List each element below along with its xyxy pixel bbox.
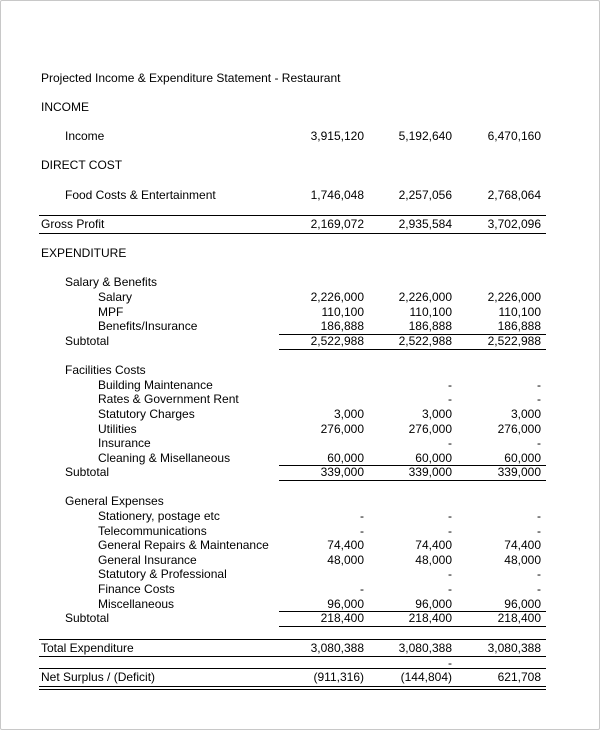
repairs-row: [0, 538, 600, 553]
net-surplus-top-rule: [39, 668, 546, 669]
value-year-1: -: [360, 524, 364, 538]
value-year-2: 3,000: [421, 407, 452, 421]
value-year-2: 96,000: [415, 597, 452, 611]
direct-cost-heading-row: [0, 158, 600, 173]
gross-profit-top-rule: [39, 215, 546, 216]
row-label: General Repairs & Maintenance: [98, 538, 269, 552]
row-label: Building Maintenance: [98, 378, 213, 392]
value-year-3: 621,708: [497, 670, 541, 684]
value-year-2: 339,000: [408, 465, 452, 479]
facilities-subtotal-row: [0, 465, 600, 480]
row-label: Finance Costs: [98, 582, 175, 596]
value-year-2: 186,888: [408, 319, 452, 333]
general-subtotal-bottom-rule: [279, 626, 546, 627]
value-year-3: 3,080,388: [487, 641, 541, 655]
value-year-1: 218,400: [320, 611, 364, 625]
row-label: Statutory Charges: [98, 407, 195, 421]
value-year-1: 96,000: [327, 597, 364, 611]
value-year-2: 218,400: [408, 611, 452, 625]
general-heading-row: [0, 494, 600, 509]
group-heading: General Expenses: [65, 494, 164, 508]
mpf-row: [0, 305, 600, 320]
value-year-1: 186,888: [320, 319, 364, 333]
value-year-2: 2,522,988: [398, 334, 452, 348]
value-year-3: 96,000: [504, 597, 541, 611]
insurance-row: [0, 436, 600, 451]
value-year-2: 3,080,388: [398, 641, 452, 655]
row-label: Net Surplus / (Deficit): [41, 670, 156, 684]
salary-row: [0, 290, 600, 305]
finance-costs-row: [0, 582, 600, 597]
value-year-1: 3,915,120: [310, 129, 364, 143]
food-costs-row: [0, 188, 600, 203]
value-year-3: -: [537, 378, 541, 392]
value-year-3: 2,522,988: [487, 334, 541, 348]
value-year-2: -: [448, 567, 452, 581]
row-label: Food Costs & Entertainment: [65, 188, 216, 202]
value-year-1: 74,400: [327, 538, 364, 552]
value-year-2: 2,257,056: [398, 188, 452, 202]
value-year-1: 2,226,000: [310, 290, 364, 304]
building-maintenance-row: [0, 378, 600, 393]
value-year-3: -: [537, 582, 541, 596]
statement-title: Projected Income & Expenditure Statement - Restaurant: [41, 71, 341, 85]
row-label: Income: [65, 129, 105, 143]
value-year-2: -: [448, 378, 452, 392]
value-year-3: 110,100: [498, 305, 541, 319]
value-year-3: -: [537, 392, 541, 406]
income-heading-row: [0, 100, 600, 115]
row-label: Subtotal: [65, 465, 110, 479]
row-label: Utilities: [98, 422, 137, 436]
salary-subtotal-bottom-rule: [279, 349, 546, 350]
value-year-2: 2,226,000: [398, 290, 452, 304]
total-expenditure-row: [0, 641, 600, 656]
row-label: Subtotal: [65, 334, 110, 348]
row-label: Cleaning & Misellaneous: [98, 451, 231, 465]
value-year-1: 1,746,048: [310, 188, 364, 202]
value-year-2: 5,192,640: [398, 129, 452, 143]
net-surplus-double-rule: [39, 686, 546, 690]
value-year-2: 60,000: [415, 451, 452, 465]
row-label: Salary: [98, 290, 133, 304]
value-year-1: -: [360, 582, 364, 596]
value-year-1: 276,000: [320, 422, 364, 436]
value-year-2: -: [448, 656, 452, 670]
value-year-3: 74,400: [504, 538, 541, 552]
row-label: MPF: [98, 305, 124, 319]
benefits-row: [0, 319, 600, 334]
value-year-1: 2,522,988: [310, 334, 364, 348]
row-label: Gross Profit: [41, 217, 105, 231]
value-year-1: 3,000: [333, 407, 364, 421]
section-heading: EXPENDITURE: [41, 246, 127, 260]
value-year-3: -: [537, 524, 541, 538]
value-year-2: (144,804): [400, 670, 452, 684]
value-year-2: -: [448, 509, 452, 523]
value-year-3: 218,400: [497, 611, 541, 625]
cleaning-row: [0, 451, 600, 466]
miscellaneous-row: [0, 597, 600, 612]
value-year-3: -: [537, 509, 541, 523]
statutory-professional-row: [0, 567, 600, 582]
row-label: Rates & Government Rent: [98, 392, 239, 406]
row-label: Telecommunications: [98, 524, 207, 538]
statutory-charges-row: [0, 407, 600, 422]
value-year-3: 186,888: [497, 319, 541, 333]
value-year-3: 48,000: [504, 553, 541, 567]
value-year-3: 2,768,064: [487, 188, 541, 202]
value-year-3: -: [537, 436, 541, 450]
value-year-3: 3,702,096: [487, 217, 541, 231]
value-year-2: 2,935,584: [398, 217, 452, 231]
value-year-3: 60,000: [504, 451, 541, 465]
value-year-1: 110,100: [321, 305, 364, 319]
value-year-2: -: [448, 524, 452, 538]
row-label: Subtotal: [65, 611, 110, 625]
row-label: Miscellaneous: [98, 597, 175, 611]
row-label: Stationery, postage etc: [98, 509, 220, 523]
group-heading: Salary & Benefits: [65, 275, 158, 289]
gross-profit-bottom-rule: [39, 233, 546, 234]
net-surplus-row: [0, 670, 600, 685]
row-label: General Insurance: [98, 553, 197, 567]
value-year-2: 276,000: [408, 422, 452, 436]
value-year-3: -: [537, 567, 541, 581]
value-year-2: 48,000: [415, 553, 452, 567]
value-year-2: 74,400: [415, 538, 452, 552]
value-year-3: 276,000: [497, 422, 541, 436]
income-row: [0, 129, 600, 144]
group-heading: Facilities Costs: [65, 363, 146, 377]
value-year-1: 48,000: [327, 553, 364, 567]
utilities-row: [0, 422, 600, 437]
salary-heading-row: [0, 275, 600, 290]
facilities-heading-row: [0, 363, 600, 378]
value-year-2: -: [448, 582, 452, 596]
value-year-2: -: [448, 392, 452, 406]
value-year-2: 110,100: [409, 305, 452, 319]
row-label: Insurance: [98, 436, 151, 450]
expenditure-heading-row: [0, 246, 600, 261]
section-heading: DIRECT COST: [41, 158, 123, 172]
value-year-3: 2,226,000: [487, 290, 541, 304]
value-year-1: 339,000: [320, 465, 364, 479]
value-year-1: 2,169,072: [310, 217, 364, 231]
value-year-2: -: [448, 436, 452, 450]
value-year-3: 3,000: [510, 407, 541, 421]
gross-profit-row: [0, 217, 600, 232]
value-year-3: 339,000: [497, 465, 541, 479]
facilities-subtotal-bottom-rule: [279, 480, 546, 481]
salary-subtotal-row: [0, 334, 600, 349]
section-heading: INCOME: [41, 100, 89, 114]
rates-row: [0, 392, 600, 407]
row-label: Total Expenditure: [41, 641, 134, 655]
value-year-1: -: [360, 509, 364, 523]
stationery-row: [0, 509, 600, 524]
row-label: Statutory & Professional: [98, 567, 227, 581]
general-subtotal-row: [0, 611, 600, 626]
value-year-1: 60,000: [327, 451, 364, 465]
row-label: Benefits/Insurance: [98, 319, 198, 333]
total-expenditure-top-rule: [39, 639, 546, 640]
value-year-1: 3,080,388: [310, 641, 364, 655]
general-insurance-row: [0, 553, 600, 568]
value-year-1: (911,316): [313, 670, 364, 684]
telecom-row: [0, 524, 600, 539]
value-year-3: 6,470,160: [487, 129, 541, 143]
